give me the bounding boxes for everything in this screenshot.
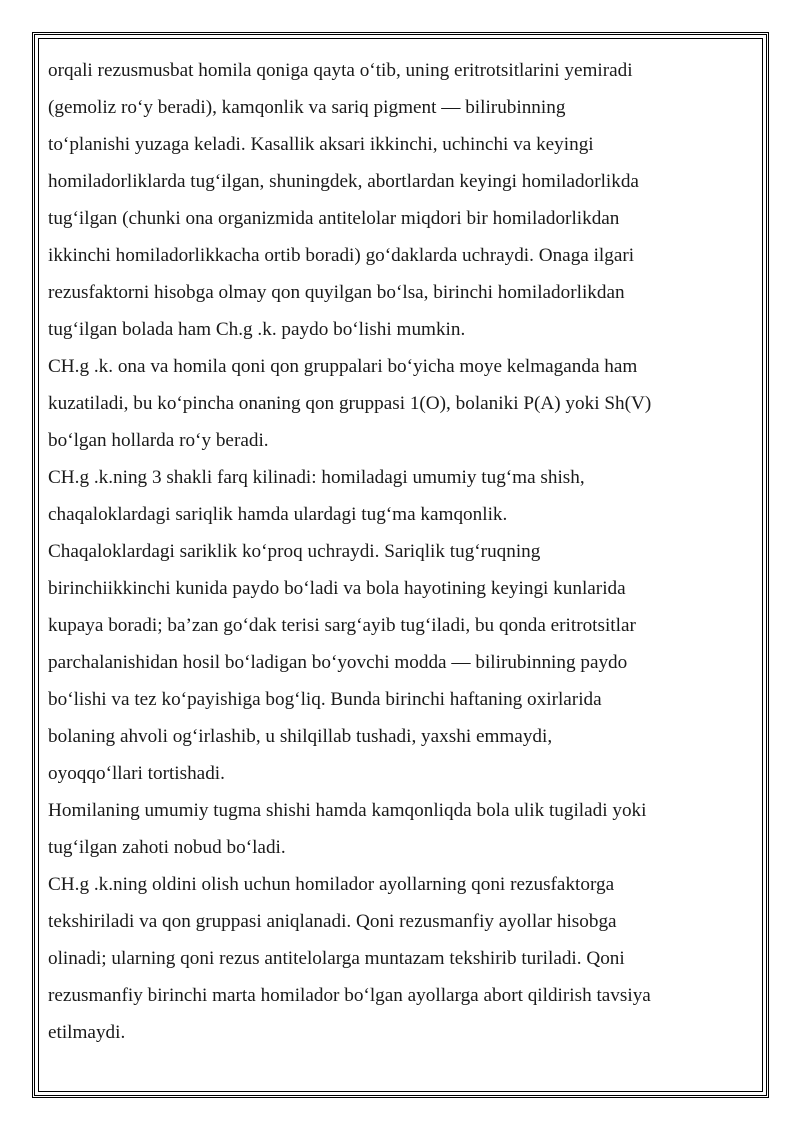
text-line: birinchiikkinchi kunida paydo bo‘ladi va bola hayotining keyingi kunlarida — [48, 578, 626, 599]
text-line: CH.g .k.ning oldini olish uchun homilador ayollarning qoni rezusfaktorga — [48, 874, 615, 895]
document-body — [48, 52, 738, 1051]
text-line: tug‘ilgan bolada ham Ch.g .k. paydo bo‘lishi mumkin. — [48, 319, 466, 340]
text-line: (gemoliz ro‘y beradi), kamqonlik va sariq pigment — bilirubinning — [48, 97, 566, 118]
text-line: chaqaloklardagi sariqlik hamda ulardagi tug‘ma kamqonlik. — [48, 504, 508, 525]
text-line: bo‘lishi va tez ko‘payishiga bog‘liq. Bunda birinchi haftaning oxirlarida — [48, 689, 602, 710]
text-line: ikkinchi homiladorlikkacha ortib boradi) go‘daklarda uchraydi. Onaga ilgari — [48, 245, 635, 266]
text-line: kuzatiladi, bu ko‘pincha onaning qon gruppasi 1(O), bolaniki P(A) yoki Sh(V) — [48, 393, 652, 414]
text-line: bo‘lgan hollarda ro‘y beradi. — [48, 430, 269, 451]
text-line: bolaning ahvoli og‘irlashib, u shilqillab tushadi, yaxshi emmaydi, — [48, 726, 553, 747]
text-line: tug‘ilgan zahoti nobud bo‘ladi. — [48, 837, 286, 858]
text-line: kupaya boradi; ba’zan go‘dak terisi sarg‘ayib tug‘iladi, bu qonda eritrotsitlar — [48, 615, 636, 636]
text-line: Chaqaloklardagi sariklik ko‘proq uchraydi. Sariqlik tug‘ruqning — [48, 541, 541, 562]
text-line: CH.g .k. ona va homila qoni qon gruppalari bo‘yicha moye kelmaganda ham — [48, 356, 638, 377]
text-line: homiladorliklarda tug‘ilgan, shuningdek, abortlardan keyingi homiladorlikda — [48, 171, 639, 192]
text-line: rezusmanfiy birinchi marta homilador bo‘lgan ayollarga abort qildirish tavsiya — [48, 985, 651, 1006]
text-line: olinadi; ularning qoni rezus antitelolarga muntazam tekshirib turiladi. Qoni — [48, 948, 625, 969]
text-line: to‘planishi yuzaga keladi. Kasallik aksari ikkinchi, uchinchi va keyingi — [48, 134, 594, 155]
text-line: tug‘ilgan (chunki ona organizmida antitelolar miqdori bir homiladorlikdan — [48, 208, 620, 229]
text-line: orqali rezusmusbat homila qoniga qayta o‘tib, uning eritrotsitlarini yemiradi — [48, 60, 633, 81]
text-line: CH.g .k.ning 3 shakli farq kilinadi: homiladagi umumiy tug‘ma shish, — [48, 467, 585, 488]
text-line: rezusfaktorni hisobga olmay qon quyilgan bo‘lsa, birinchi homiladorlikdan — [48, 282, 625, 303]
text-line: oyoqqo‘llari tortishadi. — [48, 763, 225, 784]
text-line: parchalanishidan hosil bo‘ladigan bo‘yovchi modda — bilirubinning paydo — [48, 652, 628, 673]
text-line: tekshiriladi va qon gruppasi aniqlanadi. Qoni rezusmanfiy ayollar hisobga — [48, 911, 617, 932]
text-line: etilmaydi. — [48, 1022, 126, 1043]
text-line: Homilaning umumiy tugma shishi hamda kamqonliqda bola ulik tugiladi yoki — [48, 800, 647, 821]
